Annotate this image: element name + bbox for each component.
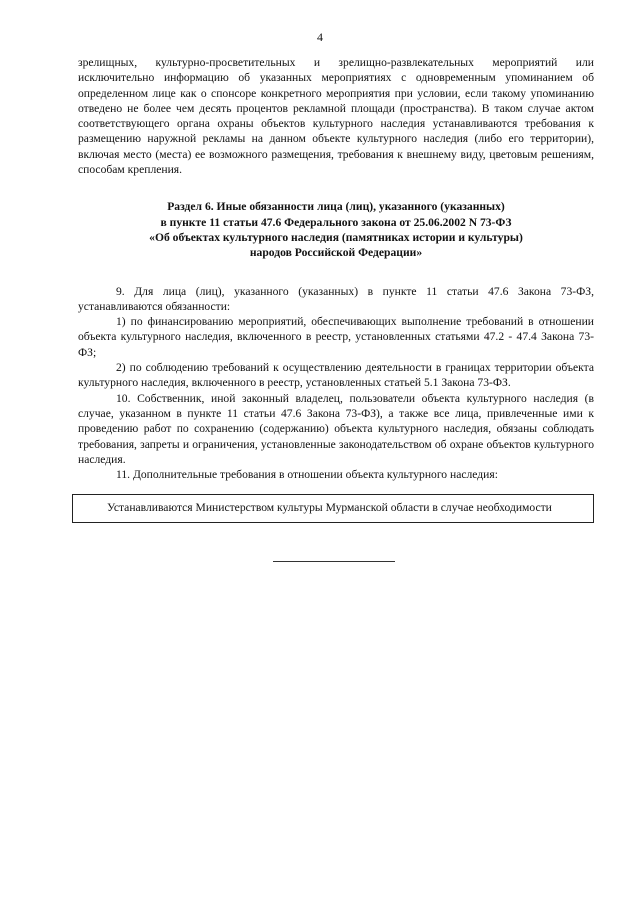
page-number: 4 <box>317 30 323 44</box>
section-title-line-4: народов Российской Федерации» <box>249 246 423 260</box>
section-title-line-1: Раздел 6. Иные обязанности лица (лиц), указанного (указанных) <box>167 200 505 214</box>
intro-paragraph: зрелищных, культурно-просветительных и зрелищно-развлекательных мероприятий или исключительно информацию об указанных мероприятиях с одновременным упоминанием об определенном лице как о спонсоре конкретного мероприятия при условии, если такому упоминанию отведено не более чем десять процентов рекламной площади (пространства). В таком случае актом соответствующего органа охраны объектов культурного наследия устанавливаются требования к размещению наружной рекламы на данном объекте культурного наследия (либо его территории), включая место (места) ее возможного размещения, требования к внешнему виду, цветовым решениям, способам крепления. <box>78 56 594 177</box>
paragraph-subitem-1: 1) по финансированию мероприятий, обеспечивающих выполнение требований в отношении объекта культурного наследия, включенного в реестр, установленных статьями 47.2 - 47.4 Закона 73-ФЗ; <box>78 315 594 359</box>
end-divider-line <box>273 561 395 562</box>
document-body <box>78 55 594 523</box>
paragraph-item-10: 10. Собственник, иной законный владелец, пользователи объекта культурного наследия (в случае, указанном в пункте 11 статьи 47.6 Закона 73-ФЗ), а также все лица, привлеченные ими к проведению работ по сохранению (содержанию) объекта культурного наследия, обязаны соблюдать требования, запреты и ограничения, установленные законодательством об охране объектов культурного наследия. <box>78 391 594 466</box>
additional-requirements-text: Устанавливаются Министерством культуры Мурманской области в случае необходимости <box>107 501 552 515</box>
section-title-line-3: «Об объектах культурного наследия (памятниках истории и культуры) <box>149 230 523 244</box>
section-title <box>78 199 594 260</box>
paragraph-subitem-2: 2) по соблюдению требований к осуществлению деятельности в границах территории объекта культурного наследия, включенного в реестр, установленных статьей 5.1 Закона 73-ФЗ. <box>78 361 594 390</box>
paragraph-item-9: 9. Для лица (лиц), указанного (указанных) в пункте 11 статьи 47.6 Закона 73-ФЗ, устанавливаются обязанности: <box>78 284 594 313</box>
paragraph-item-11: 11. Дополнительные требования в отношении объекта культурного наследия: <box>116 468 498 482</box>
additional-requirements-box <box>72 494 594 522</box>
section-title-line-2: в пункте 11 статьи 47.6 Федерального закона от 25.06.2002 N 73-ФЗ <box>160 215 512 229</box>
